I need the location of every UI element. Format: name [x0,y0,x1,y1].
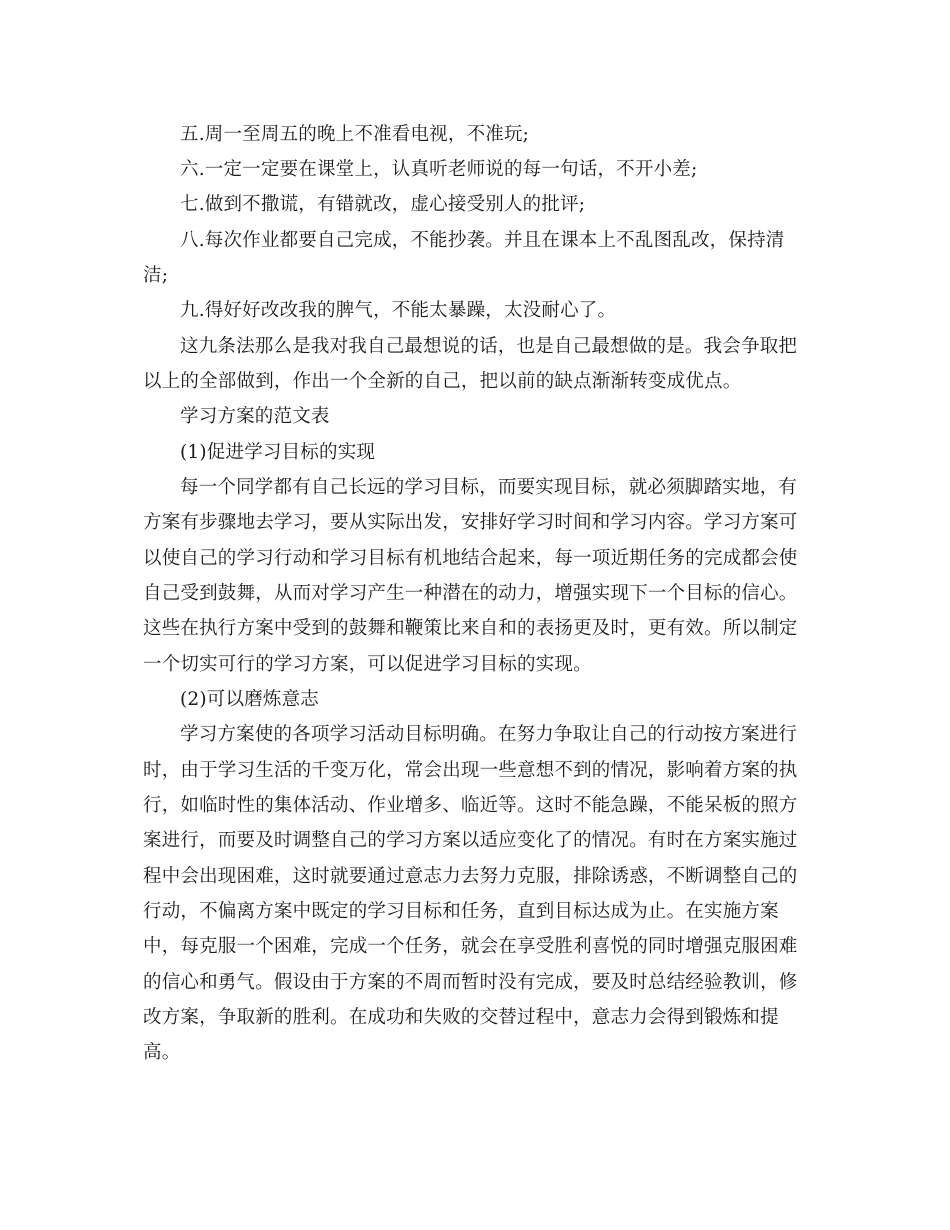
text-line: 高。 [143,1042,181,1063]
text-line: 中，每克服一个困难，完成一个任务，就会在享受胜利喜悦的同时增强克服困难 [143,936,798,957]
text-line: 行，如临时性的集体活动、作业增多、临近等。这时不能急躁，不能呆板的照方 [143,795,798,816]
text-line: 学习方案使的各项学习活动目标明确。在努力争取让自己的行动按方案进行 [180,724,798,745]
text-line: 一个切实可行的学习方案，可以促进学习目标的实现。 [143,654,592,675]
text-line: 以上的全部做到，作出一个全新的自己，把以前的缺点渐渐转变成优点。 [143,371,742,392]
text-line: 洁; [143,265,169,286]
text-line: 每一个同学都有自己长远的学习目标，而要实现目标，就必须脚踏实地，有 [180,477,798,498]
text-line: 案进行，而要及时调整自己的学习方案以适应变化了的情况。有时在方案实施过 [143,830,798,851]
text-line: 五.周一至周五的晚上不准看电视，不准玩; [180,124,530,145]
text-line: 行动，不偏离方案中既定的学习目标和任务，直到目标达成为止。在实施方案 [143,901,779,922]
text-line: 以使自己的学习行动和学习目标有机地结合起来，每一项近期任务的完成都会使 [143,548,798,569]
text-line: 七.做到不撒谎，有错就改，虚心接受别人的批评; [180,194,586,215]
text-line: 这九条法那么是我对我自己最想说的话，也是自己最想做的是。我会争取把 [180,336,798,357]
text-line: 程中会出现困难，这时就要通过意志力去努力克服，排除诱惑，不断调整自己的 [143,866,798,887]
text-line: 时，由于学习生活的千变万化，常会出现一些意想不到的情况，影响着方案的执 [143,760,798,781]
text-line: 的信心和勇气。假设由于方案的不周而暂时没有完成，要及时总结经验教训，修 [143,972,798,993]
text-line: 这些在执行方案中受到的鼓舞和鞭策比来自和的表扬更及时，更有效。所以制定 [143,618,798,639]
subsection-heading: (2)可以磨炼意志 [180,689,320,710]
text-line: 六.一定一定要在课堂上，认真听老师说的每一句话，不开小差; [180,159,698,180]
text-line: 九.得好好改改我的脾气，不能太暴躁，太没耐心了。 [180,300,617,321]
text-line: 方案有步骤地去学习，要从实际出发，安排好学习时间和学习内容。学习方案可 [143,512,798,533]
section-heading: 学习方案的范文表 [180,406,330,427]
text-line: 自己受到鼓舞，从而对学习产生一种潜在的动力，增强实现下一个目标的信心。 [143,583,798,604]
text-line: 八.每次作业都要自己完成，不能抄袭。并且在课本上不乱图乱改，保持清 [180,230,785,251]
text-line: 改方案，争取新的胜利。在成功和失败的交替过程中，意志力会得到锻炼和提 [143,1007,779,1028]
subsection-heading: (1)促进学习目标的实现 [180,442,376,463]
